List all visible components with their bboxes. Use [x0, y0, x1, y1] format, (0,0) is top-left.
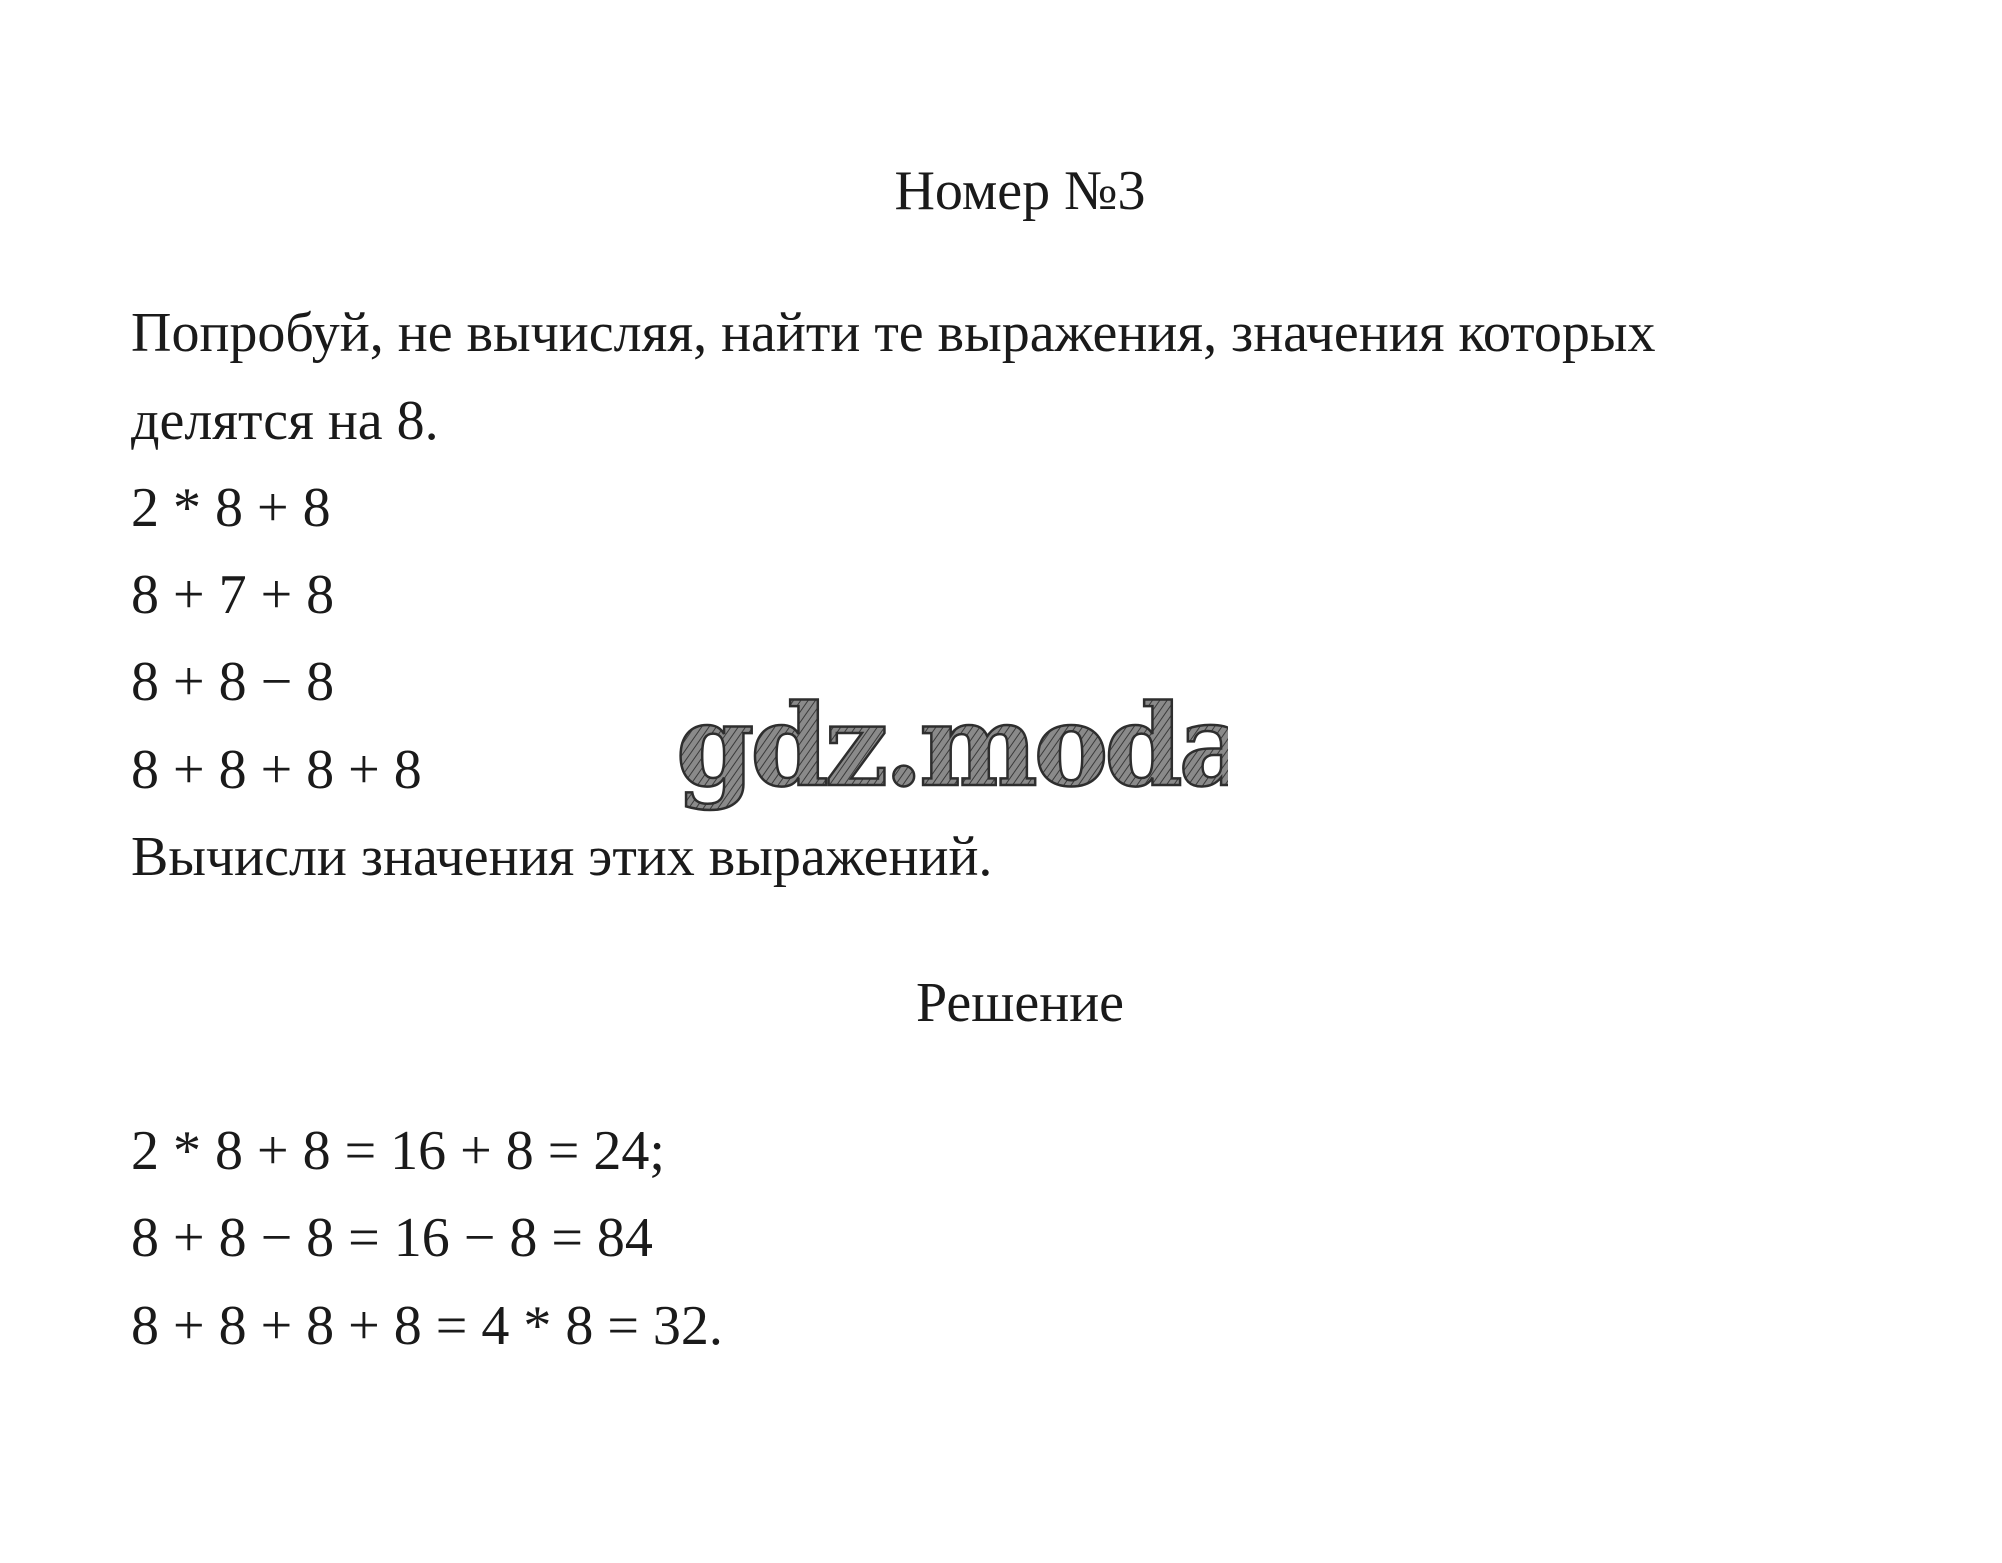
- solution-line: 8 + 8 + 8 + 8 = 4 * 8 = 32.: [131, 1295, 723, 1357]
- task-text-line-3: Вычисли значения этих выражений.: [131, 826, 993, 888]
- solution-heading: Решение: [915, 972, 1125, 1034]
- svg-text:gdz.moda: gdz.moda: [676, 681, 1228, 812]
- solution-line: 2 * 8 + 8 = 16 + 8 = 24;: [131, 1120, 665, 1182]
- solution-line: 8 + 8 − 8 = 16 − 8 = 84: [131, 1207, 653, 1269]
- task-expression: 8 + 8 + 8 + 8: [131, 739, 422, 801]
- task-expression: 2 * 8 + 8: [131, 477, 331, 539]
- watermark-logo: [668, 680, 1228, 820]
- task-text-line-1: Попробуй, не вычисляя, найти те выражения, значения которых: [131, 302, 1656, 364]
- task-expression: 8 + 7 + 8: [131, 564, 335, 626]
- task-text-line-2: делятся на 8.: [131, 390, 439, 452]
- task-expression: 8 + 8 − 8: [131, 651, 335, 713]
- page-title: Номер №3: [894, 160, 1146, 222]
